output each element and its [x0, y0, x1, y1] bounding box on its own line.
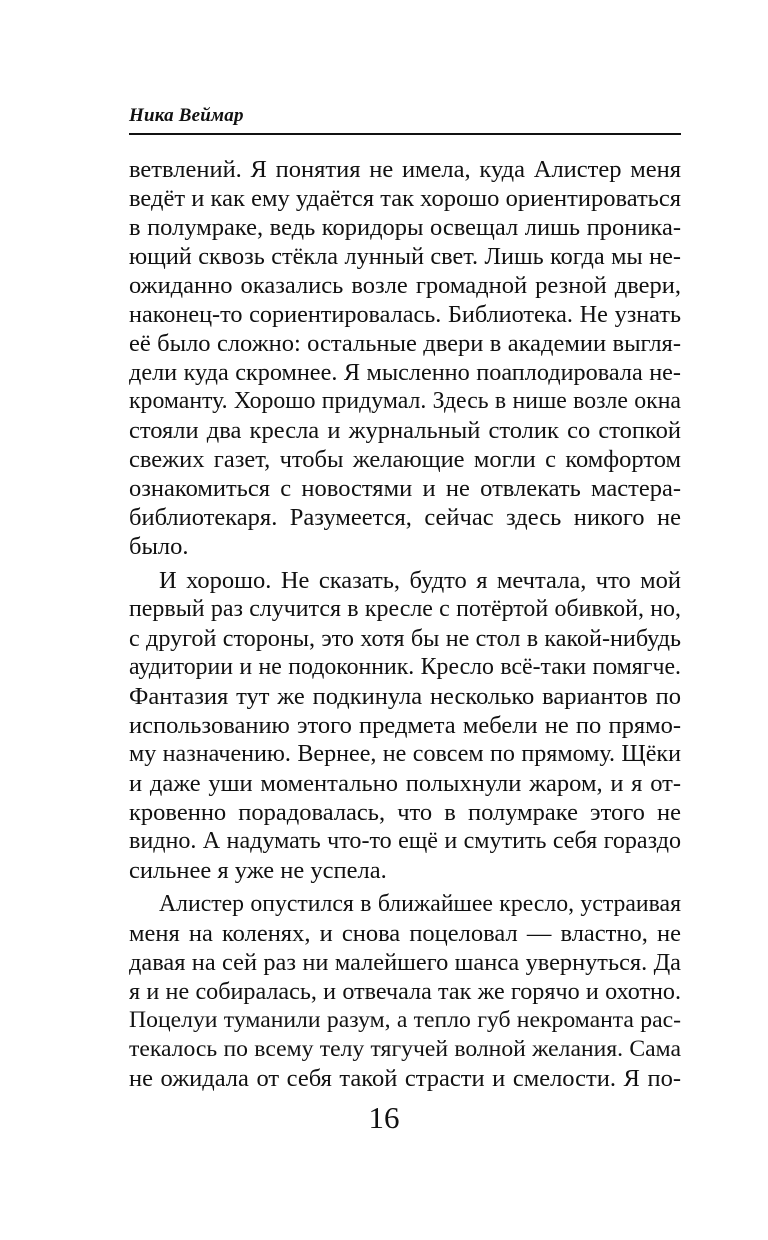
paragraph-1	[129, 155, 681, 561]
text-line: меня на коленях, и снова поцеловал — властно, не	[129, 920, 681, 947]
text-line: давая на сей раз ни малейшего шанса увернуться. Да	[129, 949, 681, 976]
text-line: кроманту. Хорошо придумал. Здесь в нише возле окна	[129, 388, 681, 414]
text-line: кровенно порадовалась, что в полумраке этого не	[129, 799, 681, 826]
text-line: дели куда скромнее. Я мысленно поаплодировала не-	[129, 359, 681, 386]
text-line: в полумраке, ведь коридоры освещал лишь проника-	[129, 214, 681, 241]
text-line: сильнее я уже не успела.	[129, 857, 387, 884]
text-line: первый раз случится в кресле с потёртой обивкой, но,	[129, 596, 681, 622]
text-line: ветвлений. Я понятия не имела, куда Алистер меня	[129, 156, 681, 183]
text-line: аудитории и не подоконник. Кресло всё-таки помягче.	[129, 654, 681, 680]
text-line: стояли два кресла и журнальный столик со стопкой	[129, 417, 681, 444]
text-line: ознакомиться с новостями и не отвлекать мастера-	[129, 475, 681, 502]
text-line: использованию этого предмета мебели не по прямо-	[129, 712, 681, 739]
header-rule	[129, 133, 681, 135]
text-line: текалось по всему телу тягучей волной желания. Сама	[129, 1036, 681, 1062]
text-line: и даже уши моментально полыхнули жаром, и я от-	[129, 770, 681, 797]
text-line: библиотекаря. Разумеется, сейчас здесь никого не	[129, 504, 681, 531]
text-line: Поцелуи туманили разум, а тепло губ некроманта рас-	[129, 1007, 681, 1033]
text-line: было.	[129, 533, 189, 560]
paragraph-3	[129, 890, 681, 1093]
text-line: Алистер опустился в ближайшее кресло, устраивая	[159, 891, 681, 917]
text-line: наконец-то сориентировалась. Библиотека. Не узнать	[129, 301, 681, 328]
running-header-author: Ника Веймар	[129, 105, 244, 126]
text-line: я и не собиралась, и отвечала так же горячо и охотно.	[129, 978, 681, 1005]
text-line: свежих газет, чтобы желающие могли с комфортом	[129, 446, 681, 473]
text-line: ведёт и как ему удаётся так хорошо ориентироваться	[129, 185, 681, 212]
text-line: ожиданно оказались возле громадной резной двери,	[129, 272, 681, 299]
text-line: её было сложно: остальные двери в академии выгля-	[129, 330, 681, 357]
text-line: Фантазия тут же подкинула несколько вариантов по	[129, 683, 681, 710]
text-line: И хорошо. Не сказать, будто я мечтала, что мой	[159, 567, 681, 594]
text-line: му назначению. Вернее, не совсем по прямому. Щёки	[129, 741, 681, 767]
paragraph-2	[129, 566, 681, 885]
text-line: с другой стороны, это хотя бы не стол в какой-нибудь	[129, 625, 681, 652]
text-line: ющий сквозь стёкла лунный свет. Лишь когда мы не-	[129, 243, 681, 270]
page-number: 16	[368, 1100, 400, 1135]
text-line: не ожидала от себя такой страсти и смелости. Я по-	[129, 1065, 681, 1092]
body-text	[129, 155, 681, 1093]
text-line: видно. А надумать что-то ещё и смутить себя гораздо	[129, 828, 681, 854]
